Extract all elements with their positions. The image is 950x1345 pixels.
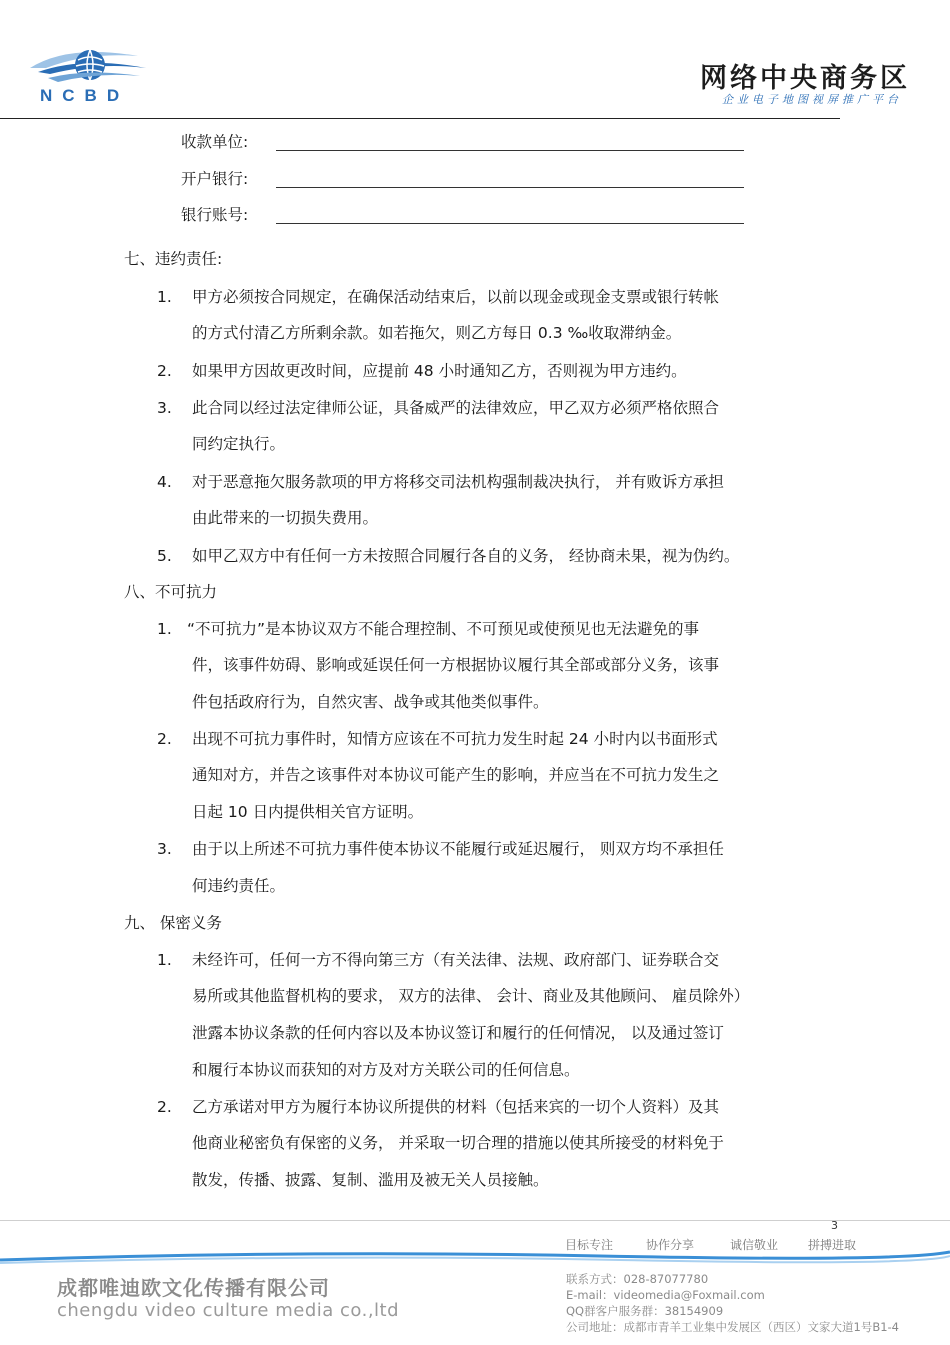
footer-slogan: 拼搏进取 <box>808 1238 857 1252</box>
contact-email: E-mail：videomedia@Foxmail.com <box>566 1288 765 1302</box>
item-line: 出现不可抗力事件时，知情方应该在不可抗力发生时起 24 小时内以书面形式 <box>192 730 718 748</box>
item-line: 散发，传播、披露、复制、滥用及被无关人员接触。 <box>192 1171 549 1189</box>
item-line: 乙方承诺对甲方为履行本协议所提供的材料（包括来宾的一切个人资料）及其 <box>192 1098 720 1116</box>
item-number: 1. <box>157 951 172 969</box>
footer-slogan: 目标专注 <box>565 1238 614 1252</box>
item-line: 由此带来的一切损失费用。 <box>192 509 379 527</box>
payee-unit-blank <box>276 150 744 151</box>
item-line: 通知对方，并告之该事件对本协议可能产生的影响，并应当在不可抗力发生之 <box>192 766 720 784</box>
item-line: 易所或其他监督机构的要求， 双方的法律、 会计、商业及其他顾问、 雇员除外） <box>192 987 750 1005</box>
footer-slogan: 诚信敬业 <box>730 1238 779 1252</box>
item-line: 由于以上所述不可抗力事件使本协议不能履行或延迟履行， 则双方均不承担任 <box>192 840 724 858</box>
header-divider <box>0 118 840 119</box>
section-9-title: 九、 保密义务 <box>124 914 222 932</box>
item-line: 的方式付清乙方所剩余款。如若拖欠，则乙方每日 0.3 ‰收取滞纳金。 <box>192 324 682 342</box>
item-number: 2. <box>157 730 172 748</box>
brand-title: 网络中央商务区 <box>700 63 910 94</box>
company-name-en: chengdu video culture media co.,ltd <box>57 1300 400 1321</box>
item-line: 件包括政府行为，自然灾害、战争或其他类似事件。 <box>192 693 549 711</box>
item-number: 2. <box>157 362 172 380</box>
item-line: 如甲乙双方中有任何一方未按照合同履行各自的义务， 经协商未果，视为伪约。 <box>192 547 740 565</box>
item-line: 如果甲方因故更改时间，应提前 48 小时通知乙方，否则视为甲方违约。 <box>192 362 687 380</box>
footer-divider <box>0 1220 950 1221</box>
item-number: 1. <box>157 288 172 306</box>
contact-qq: QQ群客户服务群：38154909 <box>566 1304 724 1318</box>
item-line: 日起 10 日内提供相关官方证明。 <box>192 803 424 821</box>
section-7-title: 七、违约责任: <box>124 250 223 268</box>
item-number: 1. <box>157 620 172 638</box>
contact-phone: 联系方式：028-87077780 <box>566 1272 709 1286</box>
item-line: 对于恶意拖欠服务款项的甲方将移交司法机构强制裁决执行， 并有败诉方承担 <box>192 473 724 491</box>
item-number: 2. <box>157 1098 172 1116</box>
item-line: 此合同以经过法定律师公证，具备威严的法律效应，甲乙双方必须严格依照合 <box>192 399 720 417</box>
ncbd-logo <box>28 38 148 110</box>
item-number: 5. <box>157 547 172 565</box>
item-number: 4. <box>157 473 172 491</box>
item-number: 3. <box>157 840 172 858</box>
item-line: 他商业秘密负有保密的义务， 并采取一切合理的措施以使其所接受的材料免于 <box>192 1134 724 1152</box>
company-name-cn: 成都唯迪欧文化传播有限公司 <box>57 1276 330 1300</box>
section-8-title: 八、不可抗力 <box>124 583 218 601</box>
item-line: 件，该事件妨碍、影响或延误任何一方根据协议履行其全部或部分义务，该事 <box>192 656 720 674</box>
brand-subtitle: 企业电子地图视屏推广平台 <box>722 93 902 106</box>
globe-logo-icon <box>28 38 148 88</box>
payee-account-label: 银行账号: <box>181 206 249 224</box>
payee-bank-blank <box>276 187 744 188</box>
item-line: 何违约责任。 <box>192 877 286 895</box>
payee-unit-label: 收款单位: <box>181 133 249 151</box>
footer-slogan: 协作分享 <box>646 1238 695 1252</box>
payee-account-blank <box>276 223 744 224</box>
item-line: 甲方必须按合同规定，在确保活动结束后，以前以现金或现金支票或银行转帐 <box>192 288 720 306</box>
contact-address: 公司地址：成都市青羊工业集中发展区（西区）文家大道1号B1-4 <box>566 1320 899 1334</box>
item-line: 未经许可，任何一方不得向第三方（有关法律、法规、政府部门、证券联合交 <box>192 951 720 969</box>
item-line: 和履行本协议而获知的对方及对方关联公司的任何信息。 <box>192 1061 580 1079</box>
item-line: 泄露本协议条款的任何内容以及本协议签订和履行的任何情况， 以及通过签订 <box>192 1024 724 1042</box>
page-number: 3 <box>831 1219 838 1232</box>
item-line: “不可抗力”是本协议双方不能合理控制、不可预见或使预见也无法避免的事 <box>187 620 700 638</box>
item-line: 同约定执行。 <box>192 435 286 453</box>
logo-text: NCBD <box>40 86 130 105</box>
item-number: 3. <box>157 399 172 417</box>
payee-bank-label: 开户银行: <box>181 170 249 188</box>
footer-wave-decoration <box>0 1248 950 1266</box>
